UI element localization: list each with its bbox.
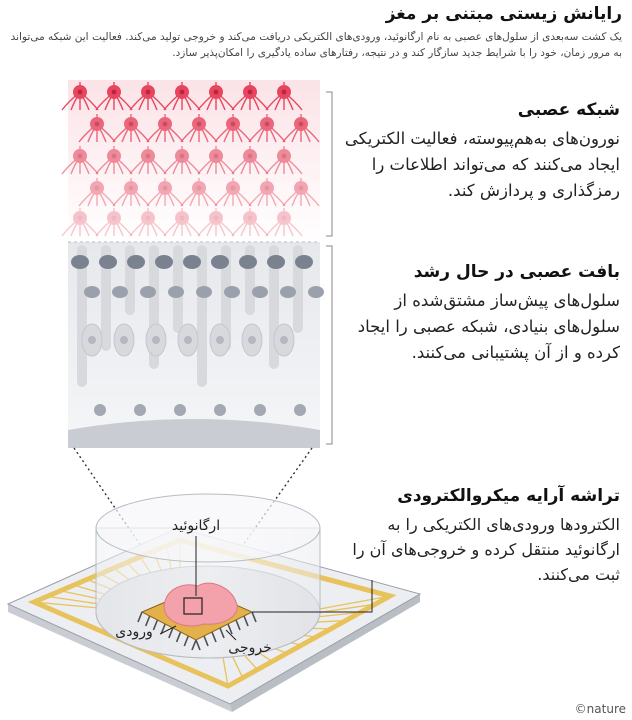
neuron-nucleus	[112, 90, 117, 95]
progenitor-nucleus	[216, 336, 224, 344]
neuron-nucleus	[214, 154, 219, 159]
dark-cell	[140, 286, 156, 298]
basal-cell	[294, 404, 306, 416]
dark-cell	[112, 286, 128, 298]
intro-text: یک کشت سه‌بعدی از سلول‌های عصبی به نام ارگانوئید، ورودی‌های الکتریکی دریافت می‌کند و خروجی تولید می‌کند. فعالیت این شبکه می‌تواند به مرور زمان، خود را با شرایط جدید سازگار کند و در نتیجه، رفتارهای ساده یادگیری را امکان‌پذیر سازد.	[10, 31, 622, 59]
neuron-nucleus	[95, 186, 100, 191]
progenitor-nucleus	[248, 336, 256, 344]
neuron-nucleus	[146, 216, 151, 221]
neuron-nucleus	[231, 186, 236, 191]
neuron-nucleus	[282, 154, 287, 159]
dark-cell	[252, 286, 268, 298]
neuron-nucleus	[129, 122, 134, 127]
neuron-nucleus	[299, 186, 304, 191]
basal-cell	[214, 404, 226, 416]
neuron-nucleus	[214, 90, 219, 95]
neuron-nucleus	[214, 216, 219, 221]
page-title: رایانش زیستی مبتنی بر مغز	[385, 4, 622, 24]
neuron-nucleus	[78, 154, 83, 159]
section-neural-tissue	[338, 262, 620, 366]
neuron-nucleus	[78, 90, 83, 95]
section-body: نورون‌های به‌هم‌پیوسته، فعالیت الکتریکی ایجاد می‌کنند که می‌تواند اطلاعات را رمزگذاری و پردازش کند.	[344, 129, 620, 200]
neuron-nucleus	[197, 122, 202, 127]
section-body: الکترودها ورودی‌های الکتریکی را به ارگانوئید منتقل کرده و خروجی‌های آن را ثبت می‌کنند.	[352, 515, 620, 584]
neuron-nucleus	[265, 122, 270, 127]
basal-cell	[174, 404, 186, 416]
neuron-nucleus	[180, 216, 185, 221]
neuron-nucleus	[180, 154, 185, 159]
section-neural-network	[338, 100, 620, 204]
progenitor-nucleus	[120, 336, 128, 344]
neuron-nucleus	[112, 154, 117, 159]
basal-cell	[254, 404, 266, 416]
input-label: ورودی	[115, 624, 153, 640]
dark-cell	[295, 255, 313, 269]
neuron-nucleus	[248, 216, 253, 221]
dark-cell	[99, 255, 117, 269]
neuron-nucleus	[163, 186, 168, 191]
neuron-nucleus	[282, 216, 287, 221]
neuron-nucleus	[78, 216, 83, 221]
neuron-nucleus	[282, 90, 287, 95]
dark-cell	[71, 255, 89, 269]
dark-cell	[84, 286, 100, 298]
section-heading: شبکه عصبی	[517, 100, 620, 120]
network-bracket	[326, 92, 332, 236]
basal-cell	[94, 404, 106, 416]
dark-cell	[196, 286, 212, 298]
section-microelectrode-chip	[348, 486, 620, 587]
basal-cell	[134, 404, 146, 416]
neuron-nucleus	[180, 90, 185, 95]
neuron-nucleus	[197, 186, 202, 191]
tissue-cross-section	[62, 80, 324, 448]
neuron-nucleus	[129, 186, 134, 191]
neuron-nucleus	[146, 154, 151, 159]
dark-cell	[308, 286, 324, 298]
neuron-nucleus	[163, 122, 168, 127]
neuron-nucleus	[112, 216, 117, 221]
progenitor-nucleus	[280, 336, 288, 344]
dark-cell	[267, 255, 285, 269]
dark-cell	[211, 255, 229, 269]
dark-cell	[127, 255, 145, 269]
progenitor-nucleus	[184, 336, 192, 344]
neuron-nucleus	[95, 122, 100, 127]
dark-cell	[280, 286, 296, 298]
dark-cell	[168, 286, 184, 298]
dark-cell	[224, 286, 240, 298]
progenitor-nucleus	[88, 336, 96, 344]
tissue-bracket	[326, 246, 332, 444]
section-heading: بافت عصبی در حال رشد	[413, 262, 620, 282]
organoid-label: ارگانوئید	[171, 518, 221, 534]
neuron-nucleus	[231, 122, 236, 127]
output-label: خروجی	[228, 640, 272, 656]
credit-nature: ©nature	[574, 702, 626, 716]
organoid-blob	[164, 583, 237, 626]
neuron-nucleus	[248, 90, 253, 95]
neuron-nucleus	[299, 122, 304, 127]
progenitor-nucleus	[152, 336, 160, 344]
neuron-nucleus	[265, 186, 270, 191]
dark-cell	[239, 255, 257, 269]
neuron-nucleus	[248, 154, 253, 159]
dark-cell	[155, 255, 173, 269]
section-heading: تراشه آرایه میکروالکترودی	[397, 486, 620, 506]
dark-cell	[183, 255, 201, 269]
section-body: سلول‌های پیش‌ساز مشتق‌شده از سلول‌های بنیادی، شبکه عصبی را ایجاد کرده و از آن پشتیبانی می‌کنند.	[357, 291, 620, 362]
neuron-nucleus	[146, 90, 151, 95]
